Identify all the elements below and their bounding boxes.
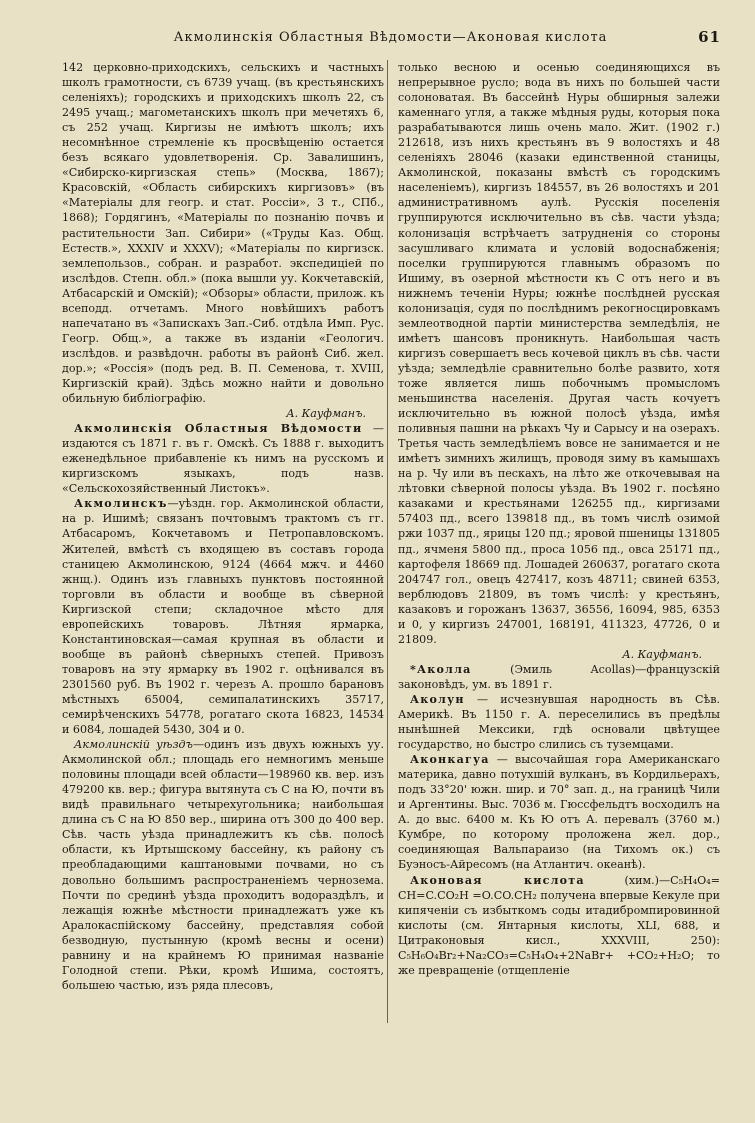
entry-subheadword: Акмолинскiй уѣздъ (74, 738, 193, 752)
entry-body: (хим.)—C₅H₄O₄= CH=C.CO₂H =O.CO.CH₂ получена впервые Кекуле при кипяченiи съ избыткомъ соды итадибромпировинной кислоты (см. Янтарныя кислоты, XLI, 688, и Цитраконовыя кисл., XXXVIII, 250): C₅H₆O₄Br₂+Na₂CO₃=C₅H₄O₄+2NaBr+ +CO₂+H₂O; то же превращенiе (отщепленiе (398, 873, 720, 977)
article-entry (398, 662, 720, 692)
entry-headword: Аколун (410, 692, 465, 706)
author-signature: А. Кауфманъ. (286, 407, 366, 421)
article-entry (62, 421, 384, 496)
entry-body: —уѣздн. гор. Акмолинской области, на р. Ишимѣ; связанъ почтовымъ трактомъ съ гг. Атбасаромъ, Кокчетавомъ и Петропавловскомъ. Жителей, вмѣстѣ съ входящею въ составъ города станицею Акмолинскою, 9124 (4664 мжч. и 4460 жнщ.). Одинъ изъ главныхъ пунктовъ постоянной торговли въ области и вообще въ сѣверной Киргизской степи; складочное мѣсто для европейскихъ товаровъ. Лѣтняя ярмарка, Константиновская—самая крупная въ области и вообще въ районѣ сѣверныхъ степей. Привозъ товаровъ на эту ярмарку въ 1902 г. оцѣнивался въ 2301560 руб. Въ 1902 г. черезъ А. прошло барановъ мѣстныхъ 65004, семипалатинскихъ 35717, семирѣченскихъ 54778, рогатаго скота 16823, 14534 и 6084, лошадей 5430, 304 и 0. (62, 497, 384, 737)
entry-headword: Акмолинскiя Областныя Вѣдомости (74, 422, 363, 436)
entry-continuation: только весною и осенью соединяющихся въ непрерывное русло; вода въ нихъ по большей части солоноватая. Въ бассейнѣ Нуры обширныя залежи каменнаго угля, а также мѣдныя руды, которыя пока разрабатываются лишь очень мало. Жит. (1902 г.) 212618, изъ нихъ крестьянъ въ 9 волостяхъ и 48 селенiяхъ 28046 (казаки единственной станицы, Акмолинской, показаны вмѣстѣ съ городскимъ населенiемъ), киргизъ 184557, въ 26 волостяхъ и 201 административномъ аулѣ. Русскiя поселенiя группируются исключительно въ сѣв. части уѣзда; колонизацiя встрѣчаетъ затрудненiя со стороны засушливаго климата и условiй водоснабженiя; поселки группируются главнымъ образомъ по Ишиму, въ озерной мѣстности къ С отъ него и въ нижнемъ теченiи Нуры; южнѣе послѣдней русская колонизацiя, судя по послѣднимъ рекогносцировкамъ землеотводной партiи министерства земледѣлiя, не имѣетъ шансовъ проникнуть. Наибольшая часть киргизъ совершаетъ весь кочевой циклъ въ сѣв. части уѣзда; земледѣлiе сравнительно болѣе развито, хотя тоже является лишь побочнымъ промысломъ меньшинства населенiя. Другая часть кочуетъ исключительно въ южной полосѣ уѣзда, имѣя поливныя пашни на рѣкахъ Чу и Сарысу и на озерахъ. Третья часть земледѣлiемъ вовсе не занимается и не имѣетъ зимнихъ жилищъ, проводя зиму въ камышахъ на р. Чу или въ пескахъ, на лѣто же откочевывая на лѣтовки сѣверной полосы уѣзда. Въ 1902 г. посѣяно казаками и крестьянами 126255 пд., киргизами 57403 пд., всего 139818 пд., въ томъ числѣ озимой ржи 1037 пд., ярицы 120 пд.; яровой пшеницы 131805 пд., ячменя 5800 пд., проса 1056 пд., овса 25171 пд., картофеля 18669 пд. Лошадей 260637, рогатаго скота 204747 гол., овецъ 427417, козъ 48711; свиней 6353, верблюдовъ 21809, въ томъ числѣ: у крестьянъ, казаковъ и горожанъ 13637, 36556, 16094, 985, 6353 и 0, у киргизъ 247001, 168191, 411323, 47726, 0 и 21809. (398, 61, 720, 646)
page-number: 61 (698, 28, 721, 46)
entry-body: —одинъ изъ двухъ южныхъ уу. Акмолинской обл.; площадь его немногимъ меньше половины площади всей области—198960 кв. вер. изъ 479200 кв. вер.; фигура вытянута съ С на Ю, почти въ видѣ правильнаго четырехугольника; наибольшая длина съ С на Ю 850 вер., ширина отъ 300 до 400 вер. Сѣв. часть уѣзда принадлежитъ къ сѣв. полосѣ области, къ Иртышскому бассейну, къ району съ преобладающими каштановыми почвами, но съ довольно большимъ распространенiемъ чернозема. Почти по срединѣ уѣзда проходитъ водораздѣлъ, и лежащiя южнѣе мѣстности принадлежатъ уже къ Аралокаспiйскому бассейну, представляя собой безводную, пустынную (кромѣ весны и осени) равнину и на крайнемъ Ю принимая названiе Голодной степи. Рѣки, кромѣ Ишима, состоятъ, большею частью, изъ ряда плесовъ, (62, 738, 384, 992)
article-entry (62, 496, 384, 737)
column-divider (387, 60, 388, 1023)
entry-headword: Акмолинскъ (74, 497, 168, 511)
article-entry (398, 752, 720, 872)
entry-headword: Аконкагуа (410, 753, 490, 767)
entry-body: — исчезнувшая народность въ Сѣв. Америкѣ. Въ 1150 г. А. переселились въ предѣлы нынѣшней Мексики, гдѣ основали цвѣтущее государство, но быстро слились съ туземцами. (398, 692, 720, 752)
left-column (62, 60, 384, 993)
right-column (398, 60, 720, 978)
entry-continuation: 142 церковно-приходскихъ, сельскихъ и частныхъ школъ грамотности, съ 6739 учащ. (въ крестьянскихъ селенiяхъ); городскихъ и приходскихъ школъ 22, съ 2495 учащ.; магометанскихъ школъ при мечетяхъ 6, съ 252 учащ. Киргизы не имѣютъ школъ; ихъ несомнѣнное стремленiе къ просвѣщенiю остается безъ всякаго удовлетворенiя. Ср. Завалишинъ, «Сибирско-киргизская степь» (Москва, 1867); Красовскiй, «Область сибирскихъ киргизовъ» (въ «Матерiалы для геогр. и стат. Россiи», 3 т., СПб., 1868); Гордягинъ, «Матерiалы по познанiю почвъ и растительности Зап. Сибири» («Труды Каз. Общ. Естеств.», XXXIV и XXXV); «Матерiалы по киргизск. землепользов., собран. и разработ. экспедицiей по изслѣдов. Степн. обл.» (пока вышли уу. Кокчетавскiй, Атбасарскiй и Омскiй); «Обзоры» области, прилож. къ всеподд. отчетамъ. Много новѣйшихъ работъ напечатано въ «Запискахъ Зап.-Сиб. отдѣла Имп. Рус. Геогр. Общ.», а также въ изданiи «Геологич. изслѣдов. и развѣдочн. работы въ районѣ Сиб. жел. дор.»; «Россiя» (подъ ред. В. П. Семенова, т. XVIII, Киргизскiй край). Здѣсь можно найти и довольно обильную библiографiю. (62, 61, 384, 406)
entry-body: (Эмиль Acollas)—французскiй законовѣдъ, ум. въ 1891 г. (398, 662, 720, 691)
entry-headword: Аконовая кислота (410, 873, 585, 887)
article-entry (398, 873, 720, 978)
article-entry (62, 737, 384, 993)
running-header (60, 30, 721, 50)
entry-body: — издаются съ 1871 г. въ г. Омскѣ. Съ 1888 г. выходитъ еженедѣльное прибавленiе къ нимъ на русскомъ и киргизскомъ языкахъ, подъ назв. «Сельскохозяйственный Листокъ». (62, 422, 385, 496)
entry-headword: *Аколла (410, 662, 472, 676)
entry-body: — высочайшая гора Американскаго материка, давно потухшiй вулканъ, въ Кордильерахъ, подъ 33°20' южн. шир. и 70° зап. д., на границѣ Чили и Аргентины. Выс. 7036 м. Гюссфельдтъ восходилъ на А. до выс. 6400 м. Къ Ю отъ А. перевалъ (3760 м.) Кумбре, по которому проложена жел. дор., соединяющая Вальпараизо (на Тихомъ ок.) съ Буэносъ-Айресомъ (на Атлантич. океанѣ). (398, 753, 720, 872)
article-entry (398, 692, 720, 752)
running-title: Акмолинскiя Областныя Вѣдомости—Аконовая кислота (173, 30, 608, 45)
author-signature: А. Кауфманъ. (622, 647, 702, 661)
